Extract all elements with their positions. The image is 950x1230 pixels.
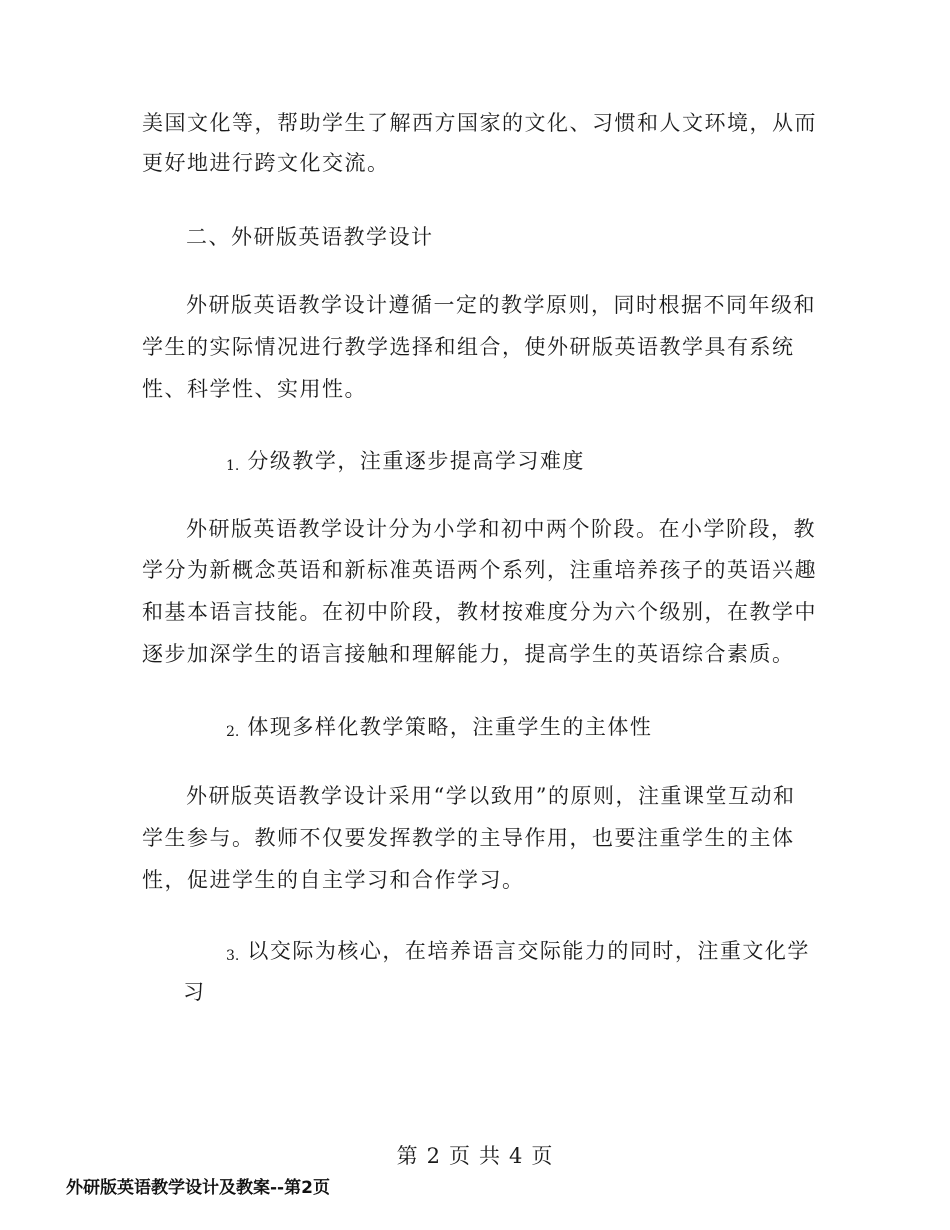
section-heading: 二、外研版英语教学设计 <box>186 225 434 249</box>
paragraph-line: 外研版英语教学设计遵循一定的教学原则，同时根据不同年级和 <box>186 293 816 317</box>
paragraph-line: 性、科学性、实用性。 <box>142 377 367 401</box>
paragraph-line: 学生的实际情况进行教学选择和组合，使外研版英语教学具有系统 <box>142 335 795 359</box>
paragraph-line: 学分为新概念英语和新标准英语两个系列，注重培养孩子的英语兴趣 <box>142 558 817 582</box>
paragraph-line: 性，促进学生的自主学习和合作学习。 <box>142 868 525 892</box>
paragraph-line: 更好地进行跨文化交流。 <box>142 151 390 175</box>
list-item-text: 体现多样化教学策略，注重学生的主体性 <box>247 715 653 739</box>
paragraph-line: 学生参与。教师不仅要发挥教学的主导作用，也要注重学生的主体 <box>142 826 795 850</box>
list-item-heading <box>226 712 652 747</box>
paragraph-line: 外研版英语教学设计采用“学以致用”的原则，注重课堂互动和 <box>186 784 796 808</box>
paragraph-line: 和基本语言技能。在初中阶段，教材按难度分为六个级别，在教学中 <box>142 600 817 624</box>
page-number <box>0 1141 950 1171</box>
list-item-heading <box>226 446 585 481</box>
paragraph-line: 逐步加深学生的语言接触和理解能力，提高学生的英语综合素质。 <box>142 642 795 666</box>
page-label: 页 <box>531 1144 554 1168</box>
page-label: 共 <box>479 1144 501 1168</box>
page-label: 页 <box>449 1144 471 1168</box>
list-number: 1. <box>226 458 240 474</box>
total-page-number: 4 <box>509 1144 524 1168</box>
paragraph-line: 外研版英语教学设计分为小学和初中两个阶段。在小学阶段，教 <box>186 517 816 541</box>
list-number: 3. <box>226 948 240 964</box>
list-item-continuation: 习 <box>183 980 206 1004</box>
list-number: 2. <box>226 724 240 740</box>
document-footer-title: 外研版英语教学设计及教案--第2页 <box>66 1178 330 1198</box>
list-item-text: 分级教学，注重逐步提高学习难度 <box>247 449 585 473</box>
list-item-heading <box>226 936 810 971</box>
page-label: 第 <box>396 1144 419 1168</box>
paragraph-line: 美国文化等，帮助学生了解西方国家的文化、习惯和人文环境，从而 <box>142 111 817 135</box>
list-item-text: 以交际为核心，在培养语言交际能力的同时，注重文化学 <box>247 939 810 963</box>
current-page-number: 2 <box>426 1144 441 1168</box>
